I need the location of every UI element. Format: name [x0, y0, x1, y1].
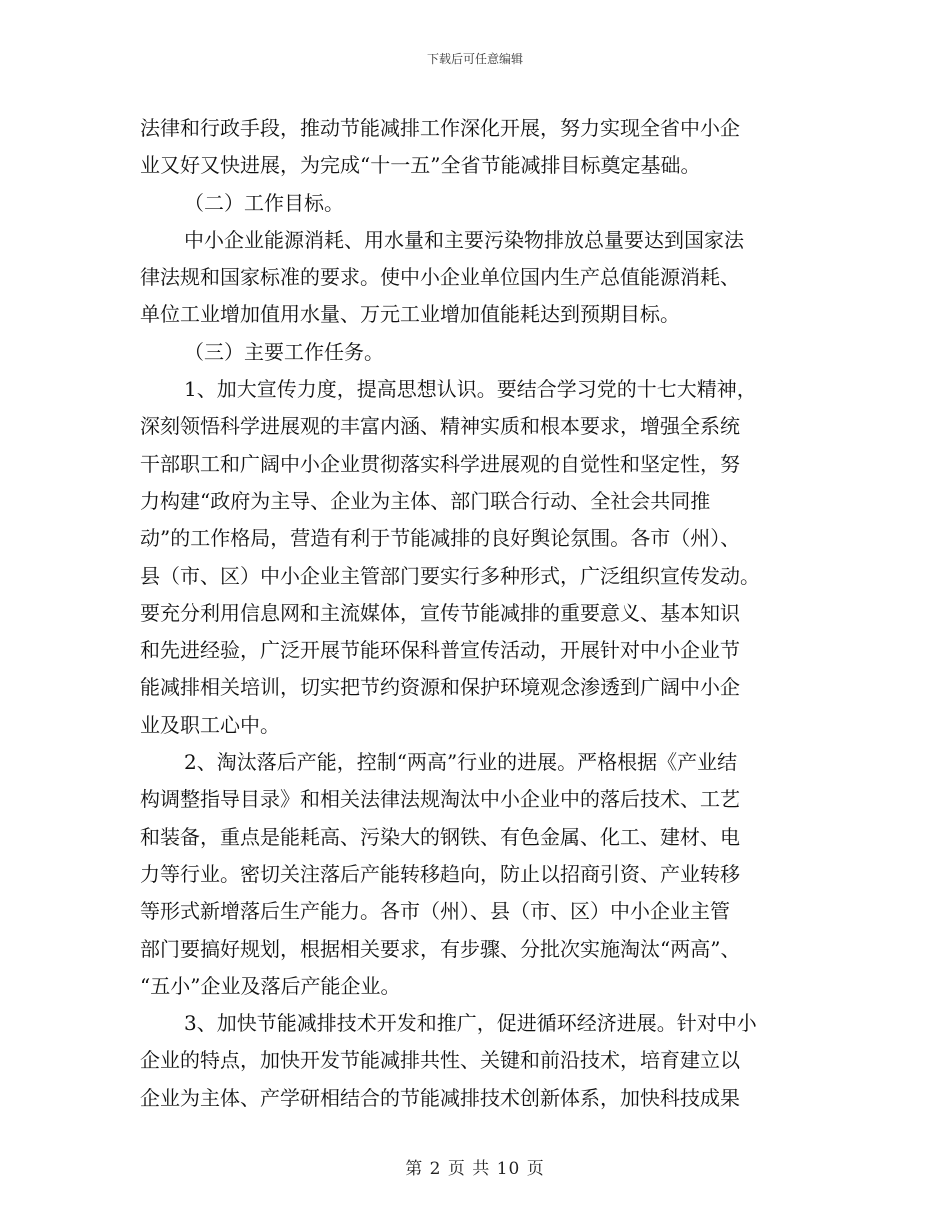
document-body — [140, 110, 815, 1117]
text-line: 等形式新增落后生产能力。各市（州）、县（市、区）中小企业主管 — [140, 899, 730, 924]
text-line: 力等行业。密切关注落后产能转移趋向，防止以招商引资、产业转移 — [140, 861, 740, 886]
text-line: 中小企业能源消耗、用水量和主要污染物排放总量要达到国家法 — [184, 227, 744, 252]
text-line: 构调整指导目录》和相关法律法规淘汰中小企业中的落后技术、工艺 — [140, 787, 740, 812]
text-line: 业又好又快进展，为完成“十一五”全省节能减排目标奠定基础。 — [140, 153, 701, 178]
text-line: 干部职工和广阔中小企业贯彻落实科学进展观的自觉性和坚定性，努 — [140, 451, 740, 476]
text-line: 和装备，重点是能耗高、污染大的钢铁、有色金属、化工、建材、电 — [140, 824, 740, 849]
text-line: 法律和行政手段，推动节能减排工作深化开展，努力实现全省中小企 — [140, 116, 740, 140]
text-line: 力构建“政府为主导、企业为主体、部门联合行动、全社会共同推 — [140, 488, 711, 513]
text-line: 2、淘汰落后产能，控制“两高”行业的进展。严格根据《产业结 — [184, 750, 738, 775]
section-heading: （二）工作目标。 — [184, 190, 344, 215]
text-line: 律法规和国家标准的要求。使中小企业单位国内生产总值能源消耗、 — [140, 265, 740, 290]
text-line: 企业为主体、产学研相结合的节能减排技术创新体系，加快科技成果 — [140, 1085, 740, 1110]
text-line: 深刻领悟科学进展观的丰富内涵、精神实质和根本要求，增强全系统 — [140, 414, 740, 439]
text-line: 单位工业增加值用水量、万元工业增加值能耗达到预期目标。 — [140, 302, 680, 327]
text-line: 企业的特点，加快开发节能减排共性、关键和前沿技术，培育建立以 — [140, 1048, 740, 1073]
section-heading: （三）主要工作任务。 — [184, 339, 384, 364]
text-line: 县（市、区）中小企业主管部门要实行多种形式，广泛组织宣传发动。 — [140, 563, 760, 588]
page-number-footer: 第 2 页 共 10 页 — [405, 1159, 545, 1179]
text-line: 部门要搞好规划，根据相关要求，有步骤、分批次实施淘汰“两高”、 — [140, 936, 741, 961]
text-line: 3、加快节能减排技术开发和推广，促进循环经济进展。针对中小 — [184, 1011, 757, 1036]
text-line: 要充分利用信息网和主流媒体，宣传节能减排的重要意义、基本知识 — [140, 600, 740, 625]
page-header-note: 下载后可任意编辑 — [426, 52, 523, 66]
text-line: 和先进经验，广泛开展节能环保科普宣传活动，开展针对中小企业节 — [140, 638, 740, 663]
text-line: 动”的工作格局，营造有利于节能减排的良好舆论氛围。各市（州）、 — [140, 526, 741, 551]
text-line: 1、加大宣传力度，提高思想认识。要结合学习党的十七大精神， — [184, 377, 757, 402]
text-line: 能减排相关培训，切实把节约资源和保护环境观念渗透到广阔中小企 — [140, 675, 740, 700]
text-line: “五小”企业及落后产能企业。 — [140, 973, 401, 998]
text-line: 业及职工心中。 — [140, 712, 280, 737]
